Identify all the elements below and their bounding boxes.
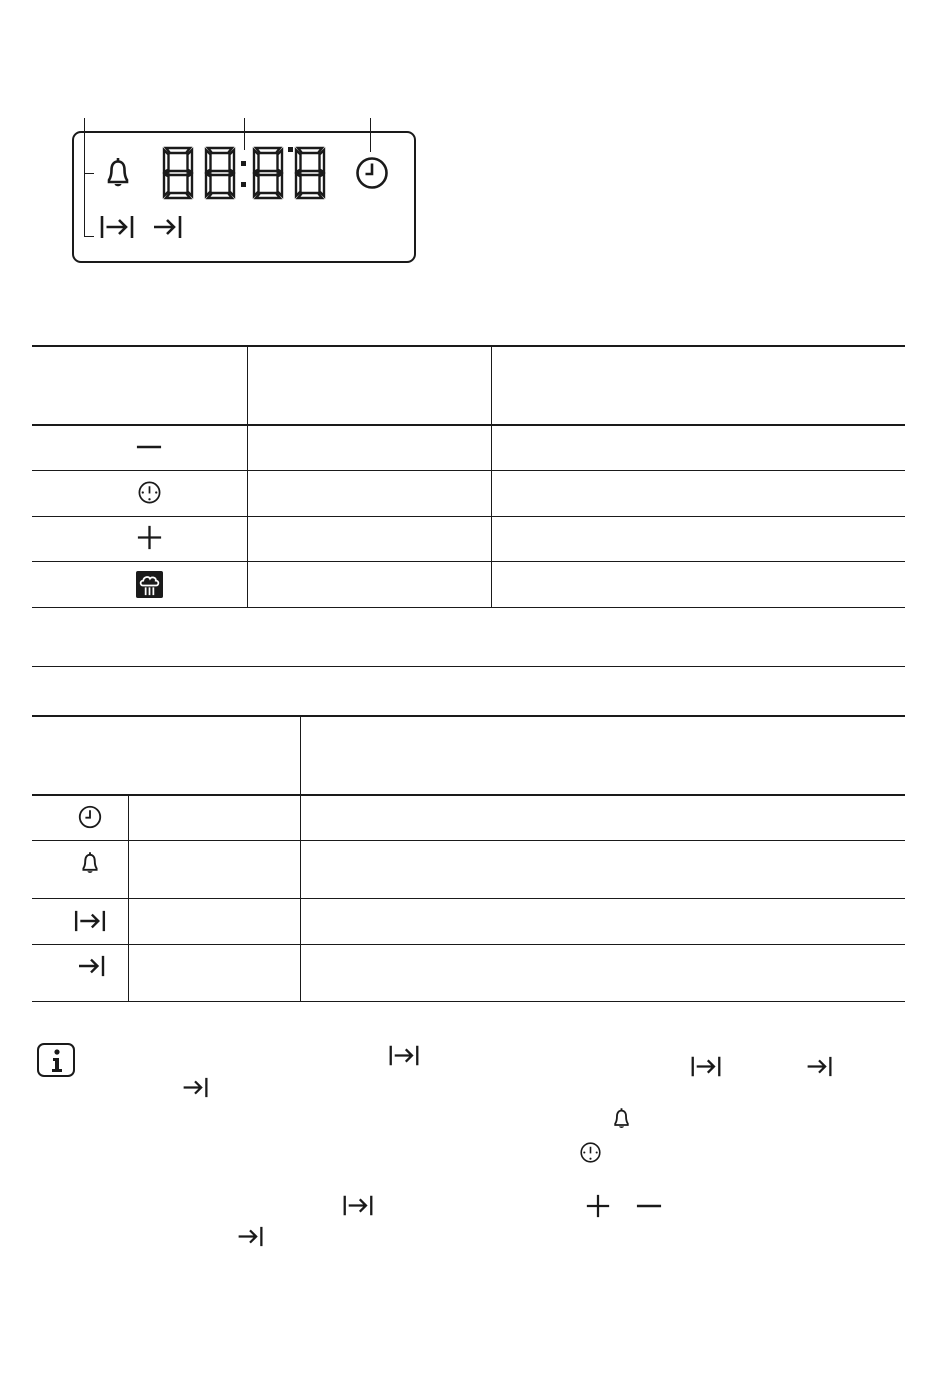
duration-icon bbox=[342, 1194, 374, 1217]
minus-icon bbox=[636, 1203, 662, 1209]
clock-icon bbox=[355, 156, 389, 190]
bell-icon bbox=[611, 1106, 632, 1130]
table-rule bbox=[32, 840, 905, 841]
table-rule bbox=[32, 516, 905, 517]
time-digits bbox=[160, 146, 330, 206]
table-rule bbox=[32, 944, 905, 945]
table-rule bbox=[32, 794, 905, 796]
clock-icon bbox=[78, 805, 102, 829]
table-column-rule bbox=[491, 345, 492, 607]
duration-icon bbox=[690, 1055, 722, 1078]
bell-icon bbox=[79, 850, 101, 875]
info-icon bbox=[37, 1043, 75, 1077]
end-time-icon bbox=[76, 954, 106, 978]
clock-dots-icon bbox=[579, 1141, 602, 1164]
table-rule bbox=[32, 424, 905, 426]
plus-icon bbox=[137, 525, 162, 550]
duration-icon bbox=[99, 214, 135, 240]
clock-dots-icon bbox=[137, 480, 162, 505]
table-column-rule bbox=[300, 715, 301, 1001]
plus-icon bbox=[586, 1194, 610, 1218]
table-column-rule bbox=[128, 794, 129, 1001]
table-rule bbox=[32, 898, 905, 899]
table-rule bbox=[32, 470, 905, 471]
steam-icon bbox=[136, 571, 163, 598]
duration-icon bbox=[388, 1044, 420, 1067]
bell-icon bbox=[103, 155, 133, 189]
table-rule bbox=[32, 715, 905, 717]
end-time-icon bbox=[151, 214, 183, 240]
table-column-rule bbox=[247, 345, 248, 607]
table-rule bbox=[32, 1001, 905, 1002]
end-time-icon bbox=[181, 1076, 209, 1099]
minus-icon bbox=[136, 444, 162, 450]
end-time-icon bbox=[805, 1055, 833, 1078]
table-rule bbox=[32, 345, 905, 347]
table-rule bbox=[32, 607, 905, 608]
section-rule bbox=[32, 666, 905, 667]
duration-icon bbox=[73, 909, 107, 933]
end-time-icon bbox=[236, 1225, 264, 1248]
table-rule bbox=[32, 561, 905, 562]
